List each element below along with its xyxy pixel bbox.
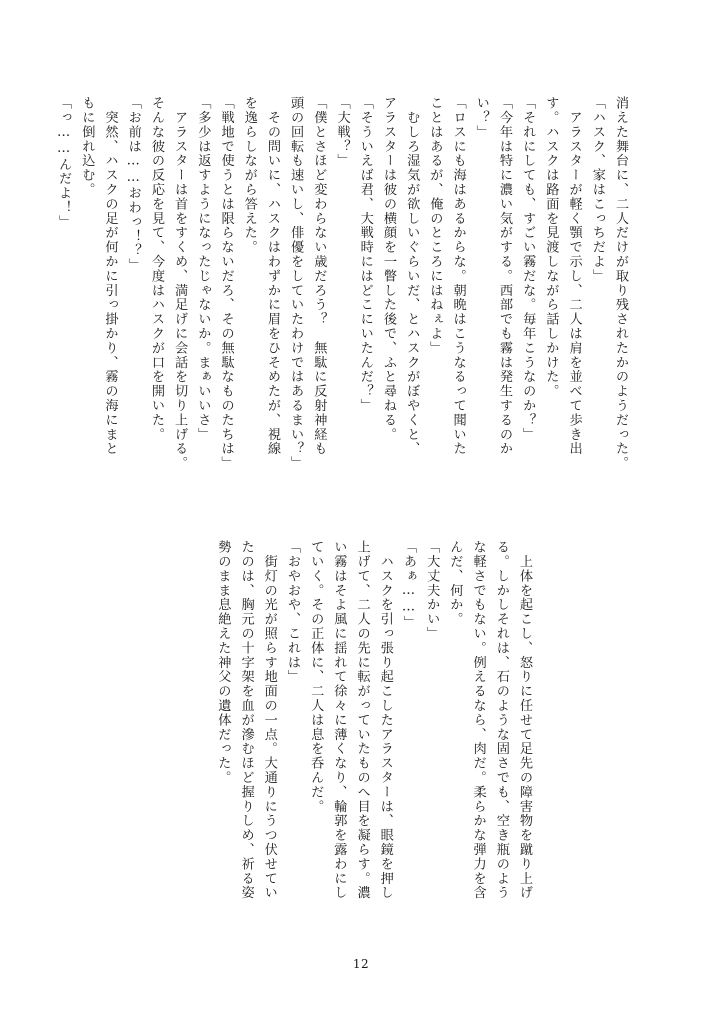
text-line: な軽さでもない。例えるなら、肉だ。柔らかな弾力を含 [470,540,486,900]
text-line: 突然、ハスクの足が何かに引っ掛かり、霧の海にまと [102,96,118,456]
text-line: その問いに、ハスクはわずかに眉をひそめたが、視線 [264,96,280,456]
text-line: を逸らしながら答えた。 [241,96,257,255]
text-line: アラスターが軽く顎で示し、二人は肩を並べて歩き出 [566,96,582,456]
text-line: ていく。その正体に、二人は息を呑んだ。 [308,540,324,814]
text-line: い霧はそよ風に揺れて徐々に薄くなり、輪郭を露わにし [331,540,347,900]
text-line: ハスクを引っ張り起こしたアラスターは、眼鏡を押し [377,540,393,900]
text-line: 勢のまま息絶えた神父の遺体だった。 [215,540,231,785]
text-line: 消えた舞台に、二人だけが取り残されたかのようだった。 [613,96,628,471]
text-line: 「おやおや、これは」 [284,540,300,684]
text-line: アラスターは彼の横顔を一瞥した後で、ふと尋ねる。 [380,96,396,442]
text-line: る。しかしそれは、石のような固さでも、空き瓶のよう [493,540,509,900]
text-line: アラスターは首をすくめ、満足げに会話を切り上げる。 [172,96,188,471]
text-line: 「今年は特に濃い気がする。西部でも霧は発生するのか [496,96,512,456]
text-line: むしろ湿気が欲しいぐらいだ、とハスクがぼやくと、 [404,96,420,456]
text-line: 「ハスク、家はこっちだよ」 [589,96,605,284]
text-line: 上体を起こし、怒りに任せて足先の障害物を蹴り上げ [517,540,532,900]
text-line: たのは、胸元の十字架を血が滲むほど握りしめ、祈る姿 [238,540,254,900]
text-line: んだ、何か。 [447,540,463,627]
text-line: そんな彼の反応を見て、今度はハスクが口を開いた。 [148,96,164,442]
text-line: す。ハスクは路面を見渡しながら話しかけた。 [543,96,559,399]
lower-text-block [211,540,536,922]
text-line: 「ロスにも海はあるからな。朝晩はこうなるって聞いた [450,96,466,456]
text-line: 「多少は返すようになったじゃないか。まぁいいさ」 [195,96,211,442]
text-line: い？」 [473,96,489,140]
text-line: 「戦地で使うとは限らないだろ、その無駄なものたちは」 [218,96,234,471]
text-line: 「それにしても、すごい霧だな。毎年こうなのか？」 [520,96,536,442]
text-line: 街灯の光が照らす地面の一点。大通りにうつ伏せてい [261,540,277,900]
text-line: もに倒れ込む。 [79,96,95,197]
page-number: 12 [352,957,370,971]
text-line: ことはあるが、俺のところにはねぇよ」 [427,96,443,356]
text-line: 頭の回転も速いし、俳優をしていたわけではあるまい？」 [288,96,304,471]
text-line: 「っ……んだよ！」 [56,96,72,230]
text-line: 「大丈夫かい」 [424,540,440,641]
text-line: 「あぁ……」 [400,540,416,630]
text-line: 「僕とさほど変わらない歳だろう？ 無駄に反射神経も [311,96,327,456]
text-line: 「大戦？」 [334,96,350,168]
upper-text-block [52,96,632,526]
text-line: 「そういえば君、大戦時にはどこにいたんだ？」 [357,96,373,413]
text-line: 「お前は……おわっ！？」 [125,96,141,273]
text-line: 上げて、二人の先に転がっていたものへ目を凝らす。濃 [354,540,370,900]
